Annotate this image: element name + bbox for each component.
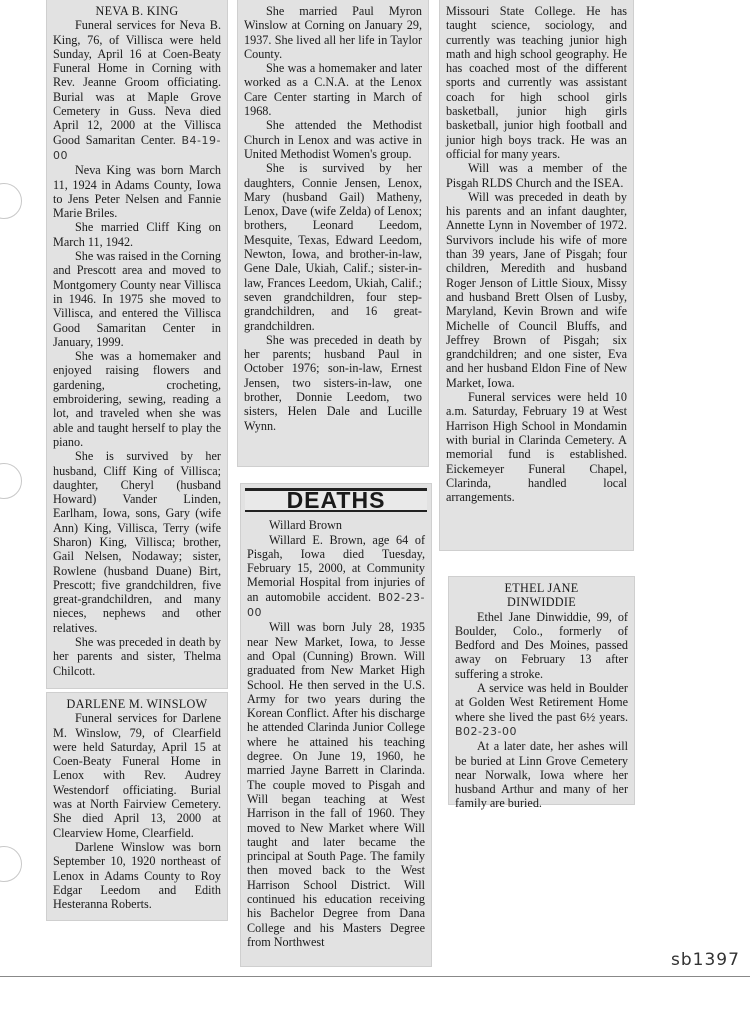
binder-hole xyxy=(0,183,22,219)
obituary-darlene-winslow xyxy=(47,693,227,920)
handwritten-date: B4-19-00 xyxy=(53,133,221,162)
obituary-paragraph: At a later date, her ashes will be buried at Linn Grove Cemetery near Norwalk, Iowa where her husband Arthur and many of her family are buried. xyxy=(455,739,628,811)
obituary-paragraph: She was a homemaker and enjoyed raising flowers and gardening, crocheting, embroidering, sewing, reading a lot, and traveled when she was able and taught herself to play the piano. xyxy=(53,349,221,449)
obituary-ethel-dinwiddie xyxy=(449,577,634,811)
obituary-paragraph: She was a homemaker and later worked as a C.N.A. at the Lenox Care Center starting in March of 1968. xyxy=(244,61,422,119)
handwritten-date: B02-23-00 xyxy=(455,724,517,738)
obituary-paragraph: She was preceded in death by her parents and sister, Thelma Chilcott. xyxy=(53,635,221,678)
obituary-paragraph: She is survived by her husband, Cliff King of Villisca; daughter, Cheryl (husband Howard) Vander Linden, Earlham, Iowa, sons, Gary (wife Ann) King, Villisca, Terry (wife Sharon) King, Villisca; brother, Gail Nelsen, Nodaway; sister, Rowlene (husband Duane) Birt, Prescott; five grandchildren, five great-grandchildren, and many nieces, nephews and other relatives. xyxy=(53,449,221,635)
obituary-paragraph: She attended the Methodist Church in Lenox and was active in United Methodist Women's group. xyxy=(244,118,422,161)
paragraph-text: Willard E. Brown, age 64 of Pisgah, Iowa died Tuesday, February 15, 2000, at Community Memorial Hospital from injuries of an automobile accident. xyxy=(247,532,425,604)
obituary-paragraph xyxy=(247,533,425,621)
obituary-name: Willard Brown xyxy=(269,518,342,533)
obituary-willard-brown xyxy=(241,484,431,966)
obituary-paragraph: Will was a member of the Pisgah RLDS Church and the ISEA. xyxy=(446,161,627,190)
obituary-paragraph: Will was preceded in death by his parents and an infant daughter, Annette Lynn in November of 1972. Survivors include his wife of more than 39 years, Jane of Pisgah; four children, Meredith and husband Roger Jenson of Little Sioux, Missy and husband Brett Olsen of Lusby, Maryland, Kevin Brown and wife Michelle of Council Bluffs, and Jeffrey Brown of Pisgah; six grandchildren; and one sister, Eva and her husband Eldon Fine of New Market, Iowa. xyxy=(446,189,627,390)
obituary-paragraph: Missouri State College. He has taught science, sociology, and currently was teaching junior high math and high school geography. He has coached most of the different sports and currently was assistant coach for high school girls basketball, junior high girls basketball, junior high football and junior high boys track. He was an official for many years. xyxy=(446,4,627,161)
obituary-paragraph: Neva King was born March 11, 1924 in Adams County, Iowa to Jens Peter Nelsen and Fannie Marie Briles. xyxy=(53,163,221,221)
deaths-banner: DEATHS xyxy=(245,488,427,512)
obituary-neva-king xyxy=(47,0,227,688)
obituary-paragraph: Will was born July 28, 1935 near New Market, Iowa, to Jesse and Opal (Cunning) Brown. Will graduated from New Market High School. He then served in the U.S. Army for two years during the Korean Conflict. After his discharge he attended Clarinda Junior College where he attained his teaching degree. On June 19, 1960, he married Jayne Barrett in Clarinda. The couple moved to Pisgah and Will began teaching at West Harrison in the fall of 1960. They moved to New Market where Will taught and later became the principal at South Page. The family then moved back to the West Harrison School District. Will continued his education receiving his Bachelor Degree from Dana College and his Masters Degree from Northwest xyxy=(247,620,425,949)
obituary-paragraph: She is survived by her daughters, Connie Jensen, Lenox, Mary (husband Gail) Matheny, Lenox, Dave (wife Zelda) of Lenox; brothers, Leonard Leedom, Mesquite, Texas, Edward Leedom, Newton, Iowa, and brother-in-law, Gene Dale, Ukiah, Calif.; sister-in-law, Frances Leedom, Ukiah, Calif.; seven grandchildren, four step-grandchildren, and 16 great-grandchildren. xyxy=(244,161,422,333)
obituary-willard-brown-continued xyxy=(440,0,633,550)
obituary-paragraph: She married Cliff King on March 11, 1942. xyxy=(53,220,221,249)
obituary-paragraph: Ethel Jane Dinwiddie, 99, of Boulder, Colo., formerly of Bedford and Des Moines, passed away on February 13 after suffering a stroke. xyxy=(455,609,628,681)
obituary-heading: DARLENE M. WINSLOW xyxy=(66,697,208,711)
obituary-heading: DINWIDDIE xyxy=(506,595,577,610)
binder-hole xyxy=(0,463,22,499)
obituary-darlene-winslow-continued xyxy=(238,0,428,466)
page-divider xyxy=(0,976,750,977)
obituary-paragraph xyxy=(53,18,221,163)
paragraph-text: Funeral services for Neva B. King, 76, of Villisca were held Sunday, April 16 at Coen-Beaty Funeral Home in Corning with Rev. Jeanne Groom officiating. Burial was at Maple Grove Cemetery in Guss. Neva died April 12, 2000 at the Villisca Good Samaritan Center. xyxy=(53,18,221,147)
binder-hole xyxy=(0,846,22,882)
obituary-paragraph: Funeral services were held 10 a.m. Saturday, February 19 at West Harrison High School in Mondamin with burial in Clarinda Cemetery. A memorial fund is established. Eickemeyer Funeral Chapel, Clarinda, handled local arrangements. xyxy=(446,390,627,505)
obituary-paragraph: She was raised in the Corning and Prescott area and moved to Montgomery County near Villisca in 1946. In 1975 she moved to Villisca, and entered the Villisca Good Samaritan Center in January, 1999. xyxy=(53,249,221,349)
obituary-paragraph: Funeral services for Darlene M. Winslow, 79, of Clearfield were held Saturday, April 15 at Coen-Beaty Funeral Home in Lenox with Rev. Audrey Westendorf officiating. Burial was at North Fairview Cemetery. She died April 13, 2000 at Clearview Home, Clearfield. xyxy=(53,711,221,840)
archive-number: sb1397 xyxy=(671,950,740,970)
obituary-heading: NEVA B. KING xyxy=(95,4,179,18)
obituary-heading: ETHEL JANE xyxy=(504,581,579,595)
obituary-paragraph: Darlene Winslow was born September 10, 1920 northeast of Lenox in Adams County to Roy Edgar Leedom and Edith Hesteranna Roberts. xyxy=(53,839,221,912)
paragraph-text: A service was held in Boulder at Golden West Retirement Home where she lived the past 6½ years. xyxy=(455,681,628,724)
obituary-paragraph: She married Paul Myron Winslow at Corning on January 29, 1937. She lived all her life in Taylor County. xyxy=(244,4,422,61)
obituary-paragraph: She was preceded in death by her parents; husband Paul in October 1976; son-in-law, Ernest Jensen, two sisters-in-law, one brother, Donnie Leedom, two sisters, Helen Dale and Lucille Wynn. xyxy=(244,332,422,433)
handwritten-date: B02-23-00 xyxy=(247,590,425,620)
obituary-paragraph xyxy=(455,681,628,739)
